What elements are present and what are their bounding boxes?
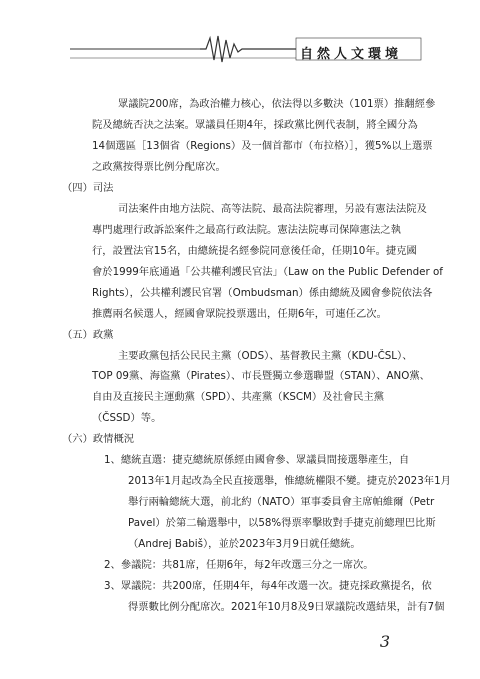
list-item: 2、參議院：共81席，任期6年，每2年改選三分之一席次。: [104, 559, 374, 571]
body-text-line: 推薦兩名候選人，經國會眾院投票選出，任期6年，可連任乙次。: [92, 308, 387, 320]
body-text-line: 舉行兩輪總統大選，前北約（NATO）軍事委員會主席帕維爾（Petr: [128, 496, 435, 508]
list-item: 1、總統直選：捷克總統原係經由國會參、眾議員間接選舉產生，自: [104, 454, 410, 466]
body-text-line: 14個選區［13個省（Regions）及一個首都市（布拉格）］，獲5%以上選票: [92, 140, 433, 152]
body-text-line: Pavel）於第二輪選舉中，以58%得票率擊敗對手捷克前總理巴比斯: [128, 517, 436, 529]
body-text-line: 會於1999年底通過「公共權利護民官法」（Law on the Public Defender of: [92, 266, 443, 278]
body-text-line: 得票數比例分配席次。2021年10月8及9日眾議院改選結果，計有7個: [128, 601, 445, 613]
body-text-line: 自由及直接民主運動黨（SPD）、共產黨（KSCM）及社會民主黨: [92, 391, 385, 403]
body-text-line: 2013年1月起改為全民直接選舉，惟總統權限不變。捷克於2023年1月: [128, 475, 451, 487]
page-header: [0, 0, 480, 90]
section-heading: （五）政黨: [62, 329, 114, 341]
header-title: 自然人文環境: [300, 47, 403, 62]
body-text-line: TOP 09黨、海盜黨（Pirates）、市長暨獨立參選聯盟（STAN）、ANO黨、: [92, 370, 430, 382]
header-decoration: [0, 0, 480, 90]
body-text-line: 之政黨按得票比例分配席次。: [92, 161, 226, 173]
body-text-line: 眾議院200席，為政治權力核心，依法得以多數決（101票）推翻經參: [118, 98, 436, 110]
body-text-line: 主要政黨包括公民民主黨（ODS）、基督教民主黨（KDU-ČSL）、: [118, 350, 413, 362]
body-text-line: （Andrej Babiš），並於2023年3月9日就任總統。: [128, 538, 361, 550]
body-text-line: 行，設置法官15名，由總統提名經參院同意後任命，任期10年。捷克國: [92, 245, 417, 257]
body-text-line: 院及總統否決之法案。眾議員任期4年，採政黨比例代表制，將全國分為: [92, 119, 418, 131]
section-heading: （六）政情概況: [62, 433, 135, 445]
section-heading: （四）司法: [62, 182, 114, 194]
body-text-line: （ČSSD）等。: [92, 412, 162, 424]
body-text-line: 司法案件由地方法院、高等法院、最高法院審理，另設有憲法法院及: [118, 203, 427, 215]
body-text-line: Rights），公共權利護民官署（Ombudsman）係由總統及國會參院依法各: [92, 287, 433, 299]
list-item: 3、眾議院：共200席，任期4年，每4年改選一次。捷克採政黨提名，依: [104, 580, 432, 592]
page-number: 3: [379, 632, 390, 651]
body-text-line: 專門處理行政訴訟案件之最高行政法院。憲法法院專司保障憲法之執: [92, 224, 401, 236]
